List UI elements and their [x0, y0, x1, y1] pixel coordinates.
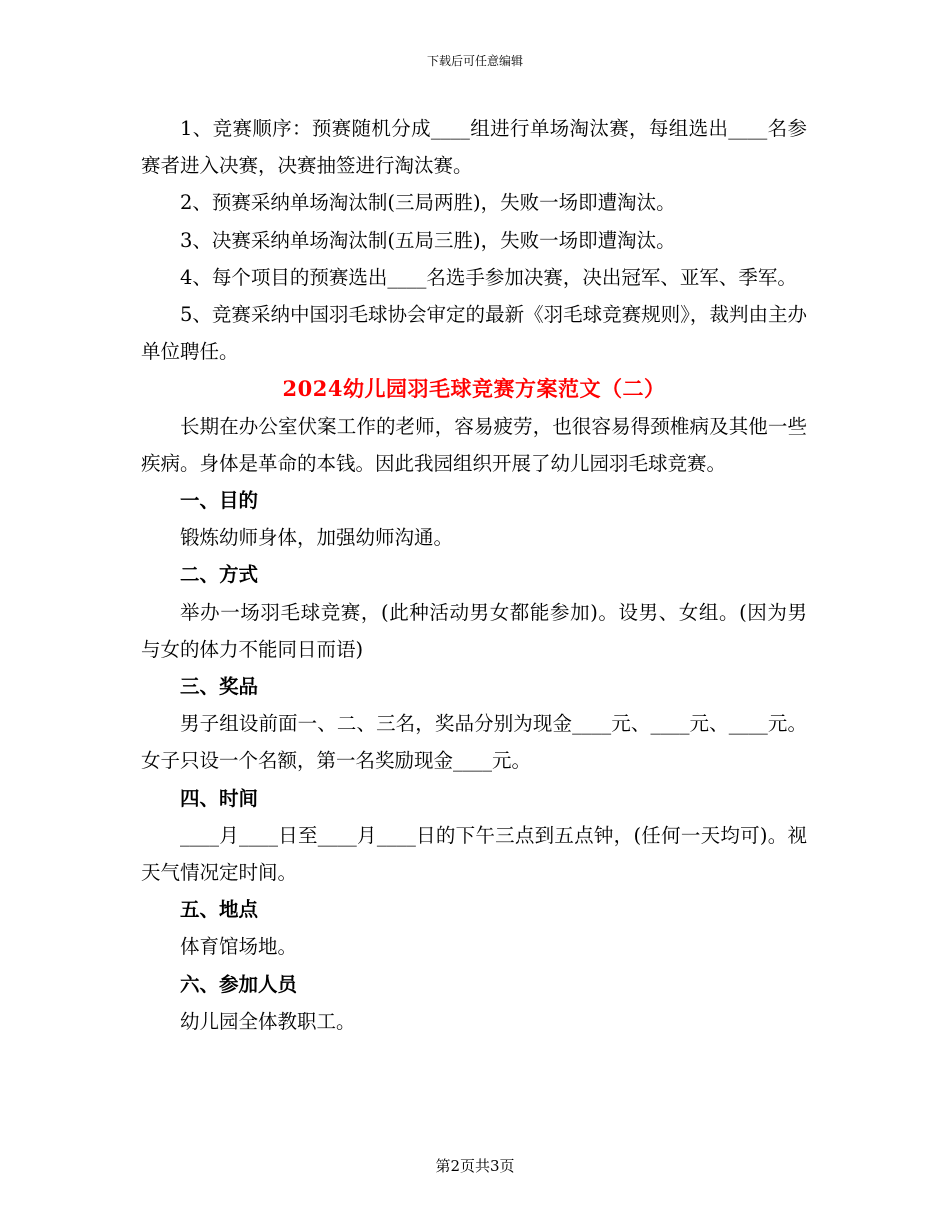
rule-item: 4、每个项目的预赛选出____名选手参加决赛，决出冠军、亚军、季军。 — [180, 265, 797, 289]
section-heading: 三、奖品 — [180, 675, 259, 699]
section-purpose — [141, 482, 807, 556]
section-time — [141, 780, 807, 892]
section-text: 锻炼幼师身体，加强幼师沟通。 — [180, 526, 454, 550]
section-heading: 六、参加人员 — [180, 972, 298, 996]
page-header: 下载后可任意编辑 — [426, 54, 523, 68]
section-location — [141, 891, 807, 965]
section-heading: 五、地点 — [180, 898, 259, 922]
rule-item: 5、竞赛采纳中国羽毛球协会审定的最新《羽毛球竞赛规则》，裁判由主办单位聘任。 — [141, 303, 807, 364]
section-title: 2024幼儿园羽毛球竞赛方案范文（二） — [282, 376, 666, 402]
section-text: 幼儿园全体教职工。 — [180, 1009, 356, 1033]
section-method — [141, 556, 807, 668]
section-prizes — [141, 668, 807, 780]
document-body — [141, 110, 807, 1040]
section-heading: 二、方式 — [180, 563, 259, 587]
intro-paragraph: 长期在办公室伏案工作的老师，容易疲劳，也很容易得颈椎病及其他一些疾病。身体是革命的本钱。因此我园组织开展了幼儿园羽毛球竞赛。 — [141, 414, 807, 475]
section-text: 举办一场羽毛球竞赛，(此种活动男女都能参加)。设男、女组。(因为男与女的体力不能同日而语) — [141, 600, 807, 661]
section-heading: 四、时间 — [180, 786, 259, 810]
section-text: 体育馆场地。 — [180, 935, 298, 959]
section-text: 男子组设前面一、二、三名，奖品分别为现金____元、____元、____元。女子只设一个名额，第一名奖励现金____元。 — [141, 712, 807, 773]
section-heading: 一、目的 — [180, 489, 259, 513]
rule-item: 2、预赛采纳单场淘汰制(三局两胜)，失败一场即遭淘汰。 — [180, 191, 676, 215]
section-text: ____月____日至____月____日的下午三点到五点钟，(任何一天均可)。视天气情况定时间。 — [141, 823, 807, 885]
rule-item: 3、决赛采纳单场淘汰制(五局三胜)，失败一场即遭淘汰。 — [180, 228, 676, 252]
page-footer: 第2页共3页 — [435, 1157, 515, 1175]
section-participants — [141, 966, 807, 1040]
rule-item: 1、竞赛顺序：预赛随机分成____组进行单场淘汰赛，每组选出____名参赛者进入决赛，决赛抽签进行淘汰赛。 — [141, 117, 807, 178]
rules-list — [141, 110, 807, 370]
